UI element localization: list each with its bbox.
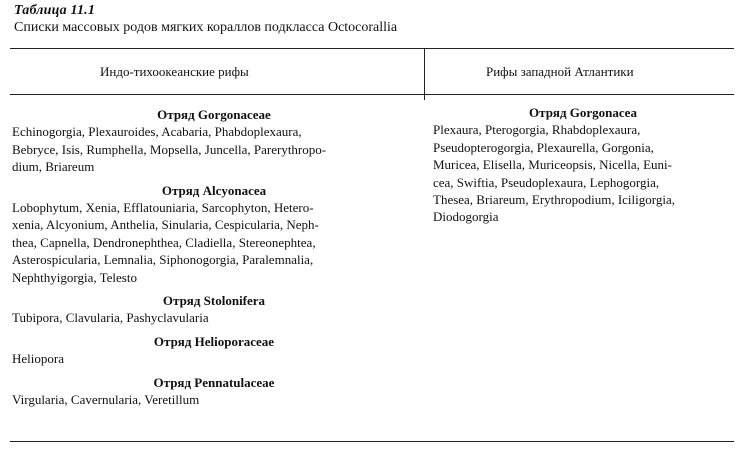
- west-atlantic-column: [433, 104, 733, 226]
- genera-list: Echinogorgia, Plexauroides, Acabaria, Phabdoplexaura, Bebryce, Isis, Rumphella, Mopsella, Juncella, Parerythropo- dium, Briareum: [12, 124, 327, 175]
- order-heading: Отряд Pennatulaceae: [153, 374, 275, 390]
- order-heading: Отряд Gorgonaceae: [157, 107, 271, 122]
- genera-list: Heliopora: [12, 351, 64, 367]
- order-heading: Отряд Helioporaceae: [153, 333, 275, 349]
- table-header-rule: [10, 94, 734, 95]
- order-heading: Отряд Alcyonacea: [161, 182, 267, 198]
- column-header-west-atlantic: Рифы западной Атлантики: [486, 64, 634, 79]
- genera-list: Tubipora, Clavularia, Pashyclavularia: [12, 310, 209, 326]
- table-number: Таблица 11.1: [14, 3, 96, 18]
- genera-list: Virgularia, Cavernularia, Veretillum: [12, 392, 200, 408]
- order-heading: Отряд Gorgonacea: [529, 105, 637, 120]
- table-title: Списки массовых родов мягких кораллов подкласса Octocorallia: [14, 20, 398, 35]
- column-divider: [424, 48, 425, 100]
- order-heading: Отряд Stolonifera: [162, 293, 266, 309]
- table-bottom-rule: [10, 441, 734, 442]
- indo-pacific-column: [12, 106, 416, 409]
- column-header-indo-pacific: Индо-тихоокеанские рифы: [100, 64, 249, 79]
- table-top-rule: [10, 48, 734, 49]
- genera-list: Plexaura, Pterogorgia, Rhabdoplexaura, Pseudopterogorgia, Plexaurella, Gorgonia, Muricea, Elisella, Muriceopsis, Nicella, Euni- cea, Swiftia, Pseudoplexaura, Lephogorgia, Thesea, Briareum, Erythropodium, Iciligorgia, Diodogorgia: [433, 122, 675, 225]
- genera-list: Lobophytum, Xenia, Efflatouniaria, Sarcophyton, Hetero- xenia, Alcyonium, Anthelia, Sinularia, Cespicularia, Neph- thea, Capnella, Dendronephthea, Cladiella, Stereonephtea, Asterospicularia, Lemnalia, Siphonogorgia, Paralemnalia, Nephthyigorgia, Telesto: [12, 200, 319, 285]
